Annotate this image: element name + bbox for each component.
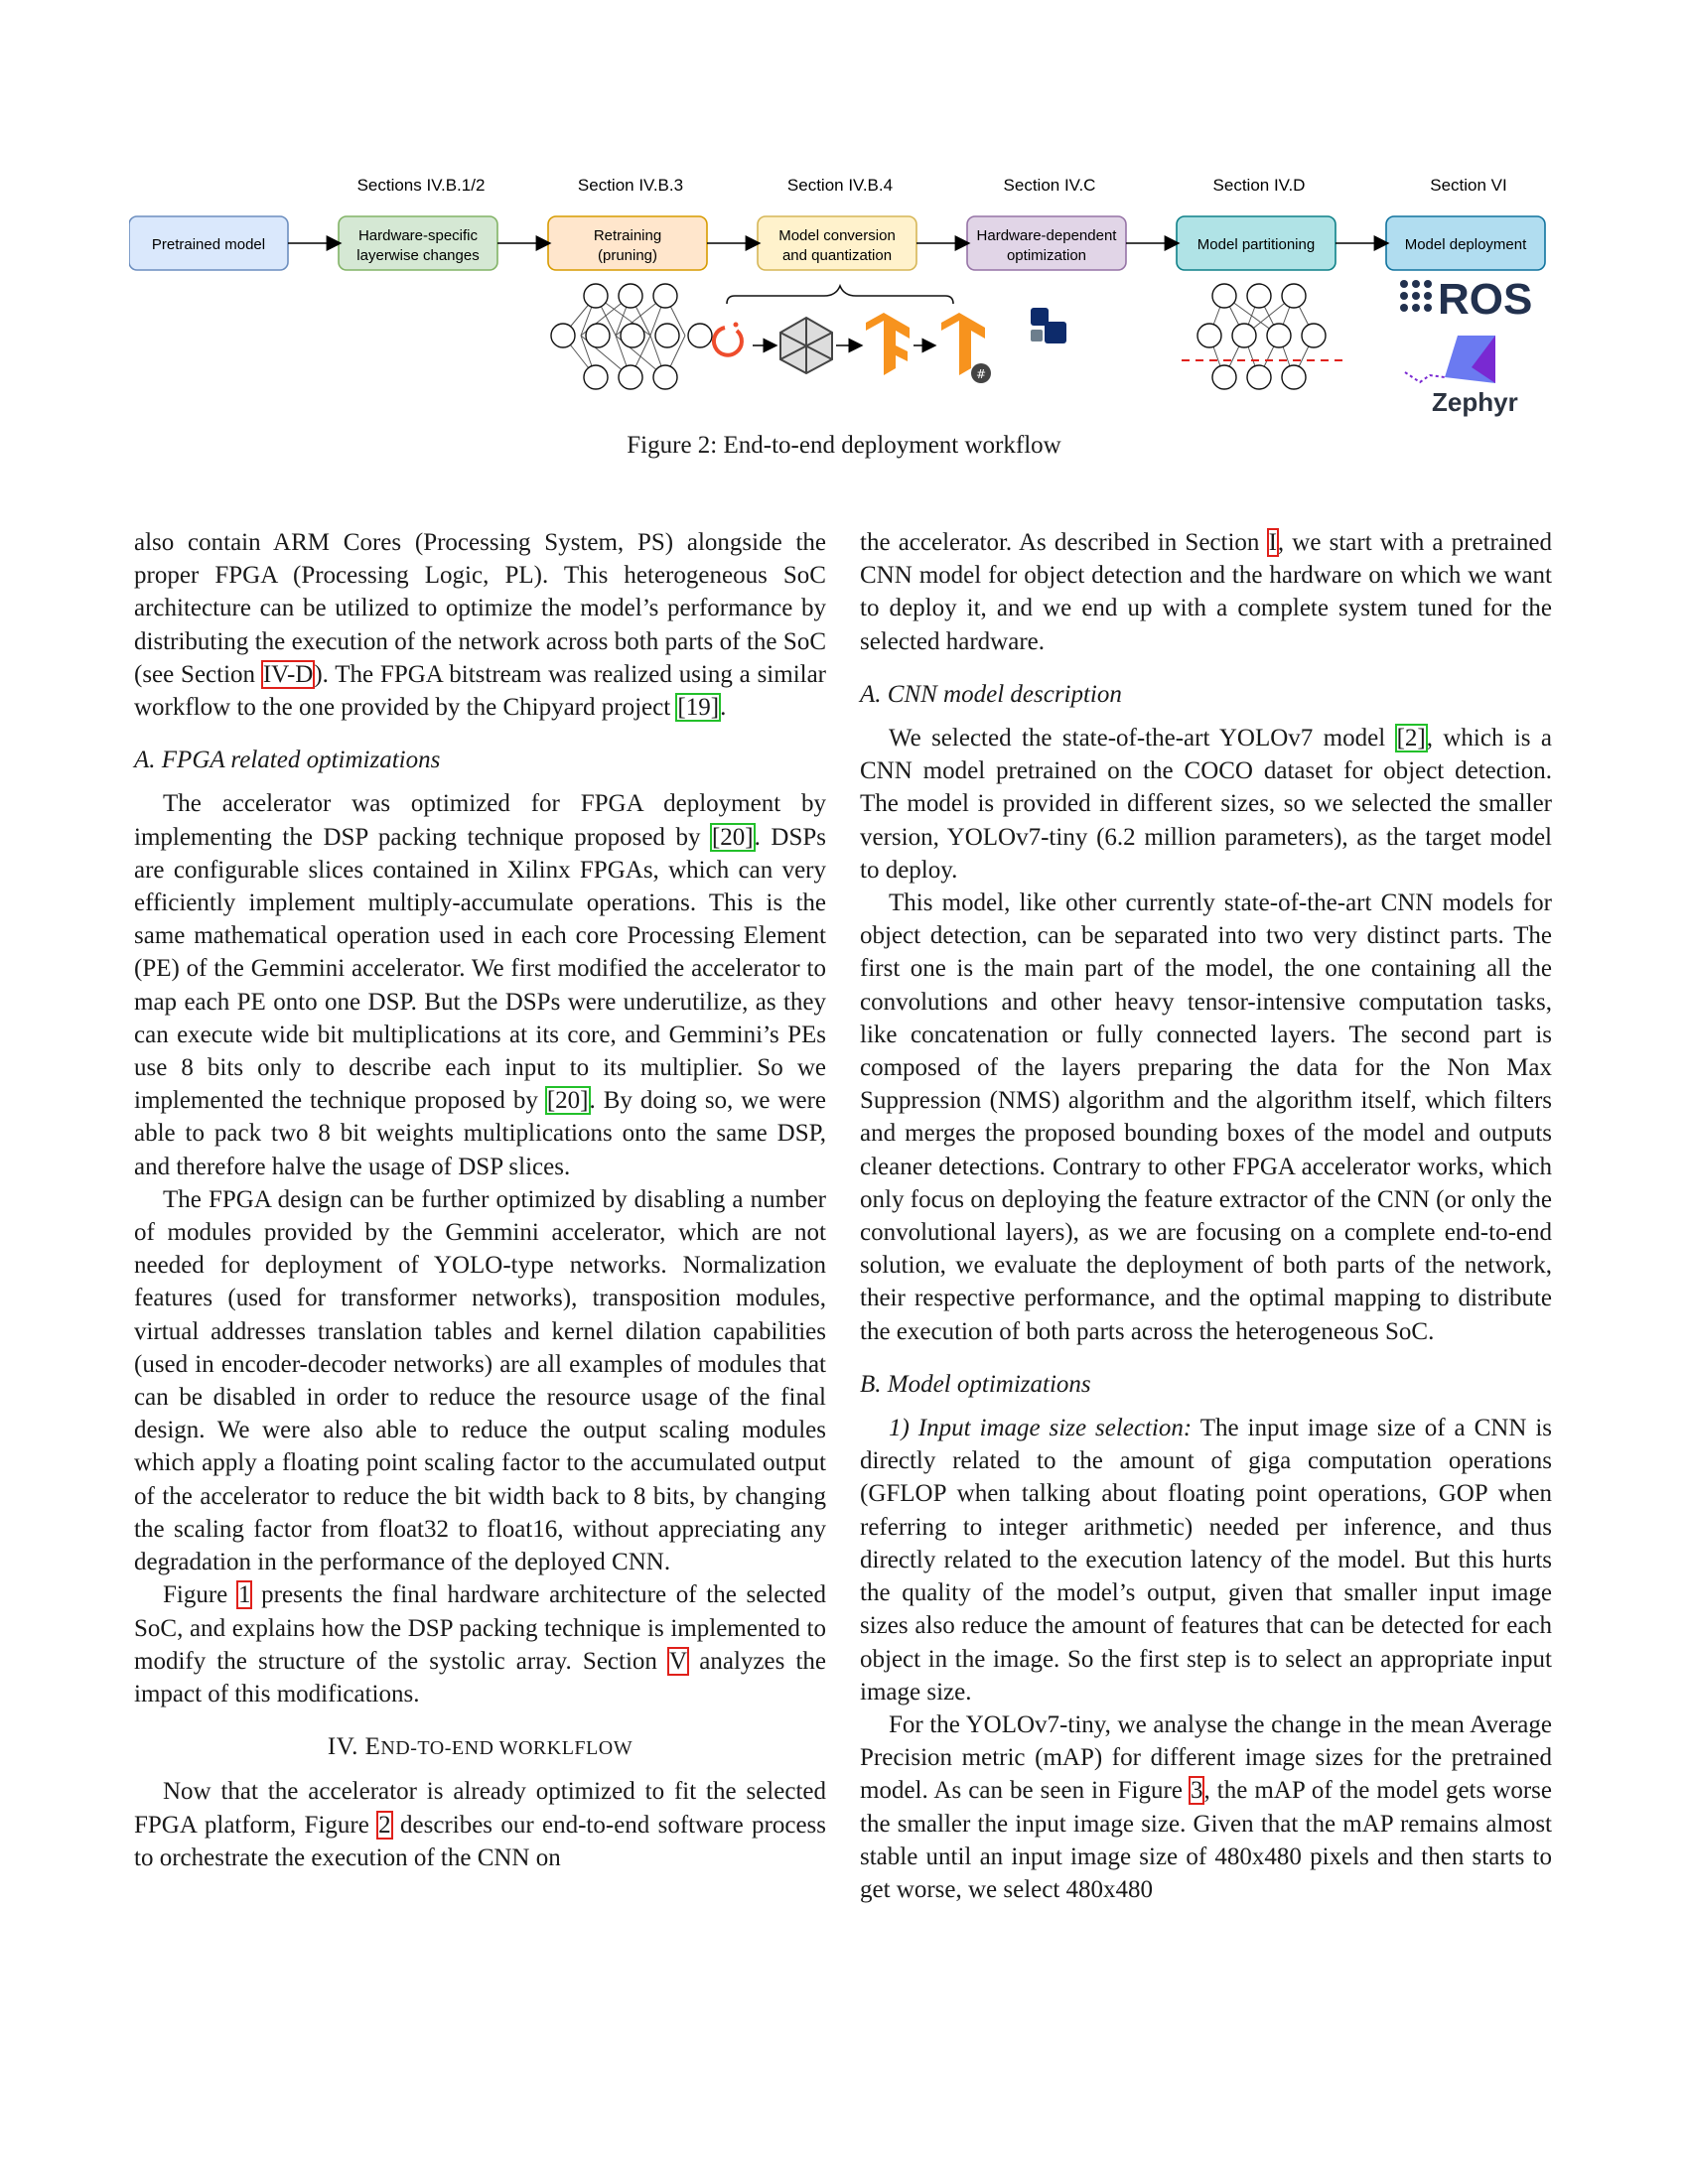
workflow-step-label: optimization (1006, 247, 1087, 264)
paragraph: also contain ARM Cores (Processing System, PS) alongside the proper FPGA (Processing Logic, PL). This heterogeneous SoC architecture can be utilized to optimize the model’s performance by distributing the execution of the network across both parts of the SoC (see Section IV-D). The FPGA bitstream was realized using a similar workflow to the one provided by the Chipyard project [19]. (134, 529, 827, 722)
workflow-step-box (1177, 216, 1336, 270)
svg-text:#: # (975, 367, 987, 381)
tflite-icon (941, 313, 991, 383)
section-label: Section IV.D (1212, 176, 1306, 195)
figure-ref-link[interactable]: 3 (1190, 1777, 1203, 1805)
workflow-step-box (129, 216, 288, 270)
left-column (134, 526, 826, 1874)
workflow-step-box (1386, 216, 1545, 270)
paragraph: Figure 1 presents the final hardware architecture of the selected SoC, and explains how the DSP packing technique is implemented to modify the structure of the systolic array. Section V analyzes the impact of this modifications. (134, 1581, 827, 1707)
workflow-step-label: layerwise changes (356, 247, 480, 264)
ros-logo (1400, 275, 1532, 324)
section-label: Section IV.B.4 (786, 176, 894, 195)
paragraph: We selected the state-of-the-art YOLOv7 model [2], which is a CNN model pretrained on the COCO dataset for object detection. The model is provided in different sizes, so we selected the smaller version, YOLOv7-tiny (6.2 million parameters), as the target model to deploy. (860, 725, 1553, 884)
paragraph: This model, like other currently state-of-the-art CNN models for object detection, can be separated into two very distinct parts. The first one is the main part of the model, the one containing all the convolutions and other heavy tensor-intensive computation tasks, like concatenation or fully connected layers. The second part is composed of the layers preparing the data for the Non Max Suppression (NMS) algorithm and the algorithm itself, which filters and merges the proposed bounding boxes of the model and outputs cleaner detections. Contrary to other FPGA accelerator works, which only focus on deploying the feature extractor of the CNN (or only the convolutional layers), as we are focusing on a complete end-to-end solution, we evaluate the deployment of both parts of the network, their respective performance, and the optimal mapping to distribute the execution of both parts across the heterogeneous SoC. (860, 889, 1552, 1345)
vitis-ai-icon (1031, 308, 1066, 343)
paragraph: the accelerator. As described in Section I, we start with a pretrained CNN model for object detection and the hardware on which we want to deploy it, and we end up with a complete system tuned for the selected hardware. (860, 529, 1552, 655)
right-column (860, 526, 1552, 1906)
workflow-step-box (758, 216, 916, 270)
subsection-heading: A. CNN model description (860, 680, 1122, 708)
section-label: Section IV.B.3 (577, 176, 684, 195)
section-ref-link[interactable]: IV-D (262, 660, 314, 688)
paragraph-title: 1) Input image size selection: (889, 1415, 1193, 1442)
workflow-step-box (967, 216, 1126, 270)
workflow-step-label: (pruning) (597, 247, 658, 264)
onnx-icon (780, 318, 832, 373)
section-label: Sections IV.B.1/2 (356, 176, 486, 195)
workflow-step-label: Model partitioning (1196, 236, 1316, 253)
workflow-step-label: and quantization (781, 247, 893, 264)
figure-ref-link[interactable]: 2 (378, 1811, 391, 1839)
paragraph: 1) Input image size selection: The input image size of a CNN is directly related to the amount of giga computation operations (GFLOP when talking about floating point operations, GOP when referring to integer arithmetic) needed per inference, and thus directly related to the execution latency of the model. But this hurts the quality of the model’s output, given that smaller input image sizes also reduce the amount of features that can be detected for each object in the image. So the first step is to select an appropriate input image size. (860, 1415, 1552, 1706)
workflow-step-label: Pretrained model (151, 236, 266, 253)
partitioned-network-icon (1182, 284, 1342, 389)
citation-link[interactable]: [2] (1396, 725, 1426, 752)
workflow-step-label: Model conversion (778, 227, 896, 244)
tensorflow-icon (866, 313, 910, 375)
figure-caption: Figure 2: End-to-end deployment workflow (627, 432, 1061, 459)
section-ref-link[interactable]: V (669, 1647, 688, 1675)
neural-network-icon (551, 284, 712, 389)
workflow-figure (129, 169, 1559, 477)
figure-ref-link[interactable]: 1 (237, 1581, 251, 1609)
citation-link[interactable]: [20] (546, 1087, 589, 1115)
workflow-step-box (548, 216, 707, 270)
pytorch-icon (714, 323, 742, 355)
zephyr-logo-text: Zephyr (1432, 387, 1518, 417)
paragraph: For the YOLOv7-tiny, we analyse the change in the mean Average Precision metric (mAP) for different image sizes for the pretrained model. As can be seen in Figure 3, the mAP of the model gets worse the smaller the input image size. Given that the mAP remains almost stable until an input image size of 480x480 pixels and then starts to get worse, we select 480x480 (860, 1710, 1552, 1903)
section-heading: IV. END-TO-END WORKLFLOW (327, 1733, 633, 1761)
section-ref-link[interactable]: I (1268, 529, 1277, 556)
curly-brace (727, 286, 953, 304)
section-label: Section IV.C (1003, 176, 1096, 195)
paragraph: The accelerator was optimized for FPGA deployment by implementing the DSP packing technique proposed by [20]. DSPs are configurable slices contained in Xilinx FPGAs, which can very efficiently implement multiply-accumulate operations. This is the same mathematical operation used in each core Processing Element (PE) of the Gemmini accelerator. We first modified the accelerator to map each PE onto one DSP. But the DSPs were underutilize, as they can execute wide bit multiplications at its core, and Gemmini’s PEs use 8 bits only to describe each input to its multiplier. So we implemented the technique proposed by [20]. By doing so, we were able to pack two 8 bit weights multiplications onto the same DSP, and therefore halve the usage of DSP slices. (134, 790, 827, 1180)
section-label: Section VI (1430, 176, 1507, 195)
workflow-step-box (339, 216, 497, 270)
workflow-step-label: Hardware-dependent (976, 227, 1117, 244)
citation-link[interactable]: [19] (677, 694, 720, 722)
workflow-diagram (129, 169, 1559, 427)
subsection-heading: A. FPGA related optimizations (134, 747, 441, 774)
subsection-heading: B. Model optimizations (860, 1370, 1091, 1398)
workflow-step-label: Hardware-specific (357, 227, 479, 244)
workflow-step-label: Retraining (593, 227, 662, 244)
paragraph: Now that the accelerator is already optimized to fit the selected FPGA platform, Figure 2 describes our end-to-end software process to orchestrate the execution of the CNN on (134, 1778, 827, 1871)
workflow-step-label: Model deployment (1404, 236, 1527, 253)
citation-link[interactable]: [20] (711, 823, 754, 851)
zephyr-logo (1405, 336, 1518, 417)
ros-logo-text: ROS (1438, 275, 1533, 324)
paragraph: The FPGA design can be further optimized by disabling a number of modules provided by the Gemmini accelerator, which are not needed for deployment of YOLO-type networks. Normalization features (used for transformer networks), transposition modules, virtual addresses translation tables and kernel dilation capabilities (used in encoder-decoder networks) are all examples of modules that can be disabled in order to reduce the resource usage of the final design. We were also able to reduce the output scaling modules which apply a floating point scaling factor to the accumulated output of the accelerator to reduce the bit width back to 8 bits, by changing the scaling factor from float32 to float16, without appreciating any degradation in the performance of the deployed CNN. (134, 1185, 826, 1576)
